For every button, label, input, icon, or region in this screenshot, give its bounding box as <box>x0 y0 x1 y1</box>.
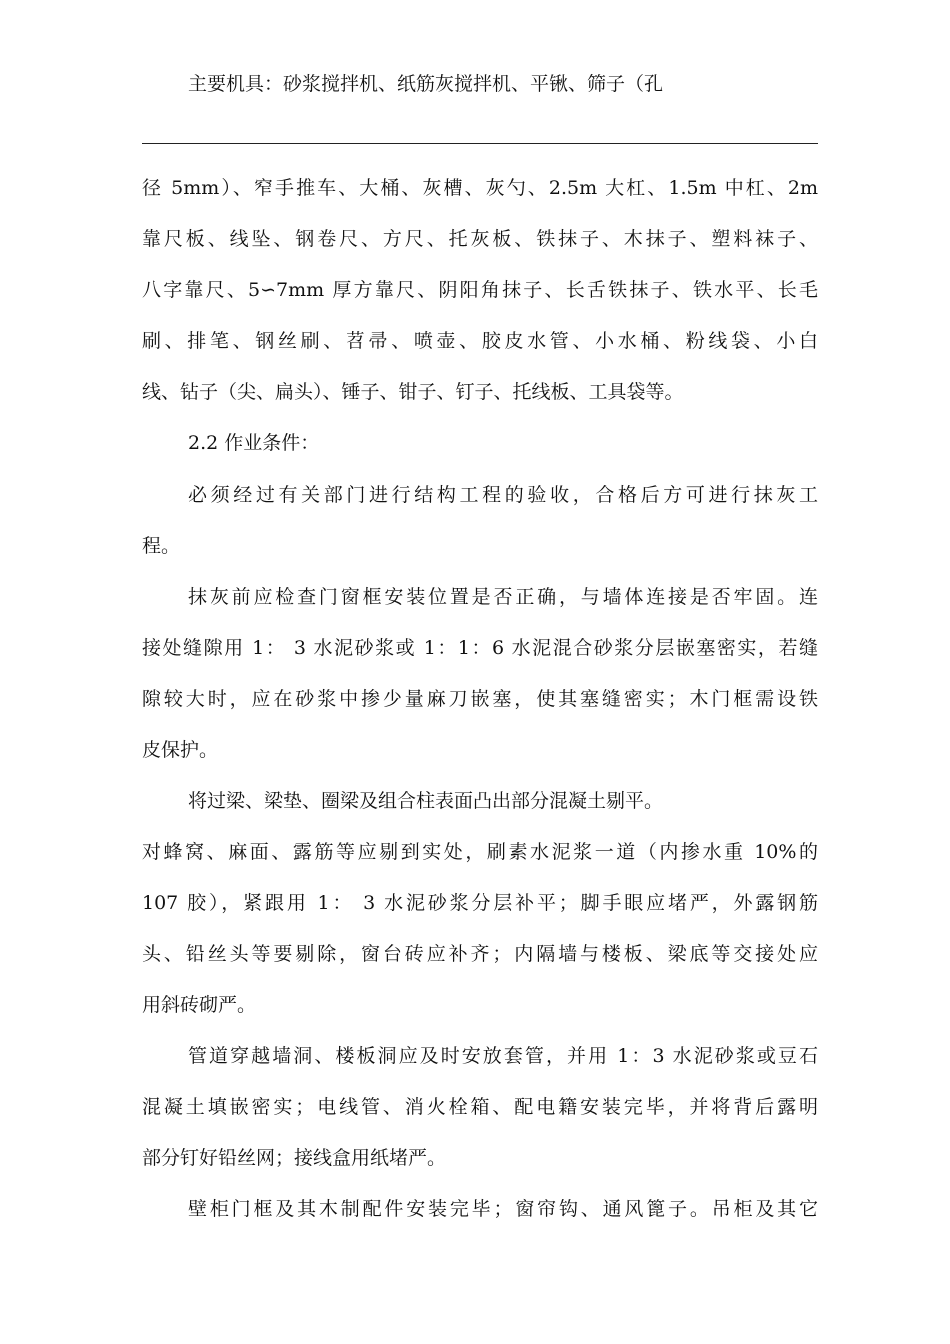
text-line: 管道穿越墙洞、楼板洞应及时安放套管，并用 1：3 水泥砂浆或豆石 <box>188 1045 818 1067</box>
text-line: 对蜂窝、麻面、露筋等应剔到实处，刷素水泥浆一道（内掺水重 10%的 <box>142 841 818 863</box>
horizontal-divider <box>142 143 818 144</box>
text-line: 刷、排笔、钢丝刷、苕帚、喷壶、胶皮水管、小水桶、粉线袋、小白 <box>142 330 818 352</box>
text-line: 径 5mm）、窄手推车、大桶、灰槽、灰勺、2.5m 大杠、1.5m 中杠、2m <box>142 177 818 199</box>
text-line: 皮保护。 <box>142 739 219 761</box>
text-line: 部分钉好铅丝网；接线盒用纸堵严。 <box>142 1147 447 1169</box>
text-line: 抹灰前应检查门窗框安装位置是否正确，与墙体连接是否牢固。连 <box>188 586 818 608</box>
text-line: 隙较大时，应在砂浆中掺少量麻刀嵌塞，使其塞缝密实；木门框需设铁 <box>142 688 818 710</box>
text-line: 八字靠尺、5∽7mm 厚方靠尺、阴阳角抹子、长舌铁抹子、铁水平、长毛 <box>142 279 818 301</box>
text-line: 接处缝隙用 1： 3 水泥砂浆或 1：1：6 水泥混合砂浆分层嵌塞密实，若缝 <box>142 637 818 659</box>
text-line: 用斜砖砌严。 <box>142 994 257 1016</box>
section-heading: 2.2 作业条件： <box>188 432 320 454</box>
text-line: 混凝土填嵌密实；电线管、消火栓箱、配电籍安装完毕，并将背后露明 <box>142 1096 818 1118</box>
text-line: 必须经过有关部门进行结构工程的验收，合格后方可进行抹灰工 <box>188 484 818 506</box>
text-line: 将过梁、梁垫、圈梁及组合柱表面凸出部分混凝土剔平。 <box>188 790 664 812</box>
text-line: 壁柜门框及其木制配件安装完毕；窗帘钩、通风篦子。吊柜及其它 <box>188 1198 818 1220</box>
text-line: 头、铅丝头等要剔除，窗台砖应补齐；内隔墙与楼板、梁底等交接处应 <box>142 943 818 965</box>
header-text-line: 主要机具：砂浆搅拌机、纸筋灰搅拌机、平锹、筛子（孔 <box>188 73 664 95</box>
text-line: 程。 <box>142 535 181 557</box>
text-line: 107 胶），紧跟用 1： 3 水泥砂浆分层补平；脚手眼应堵严，外露钢筋 <box>142 892 818 914</box>
text-line: 线、钻子（尖、扁头）、锤子、钳子、钉子、托线板、工具袋等。 <box>142 381 684 403</box>
text-line: 靠尺板、线坠、钢卷尺、方尺、托灰板、铁抹子、木抹子、塑料袜子、 <box>142 228 818 250</box>
